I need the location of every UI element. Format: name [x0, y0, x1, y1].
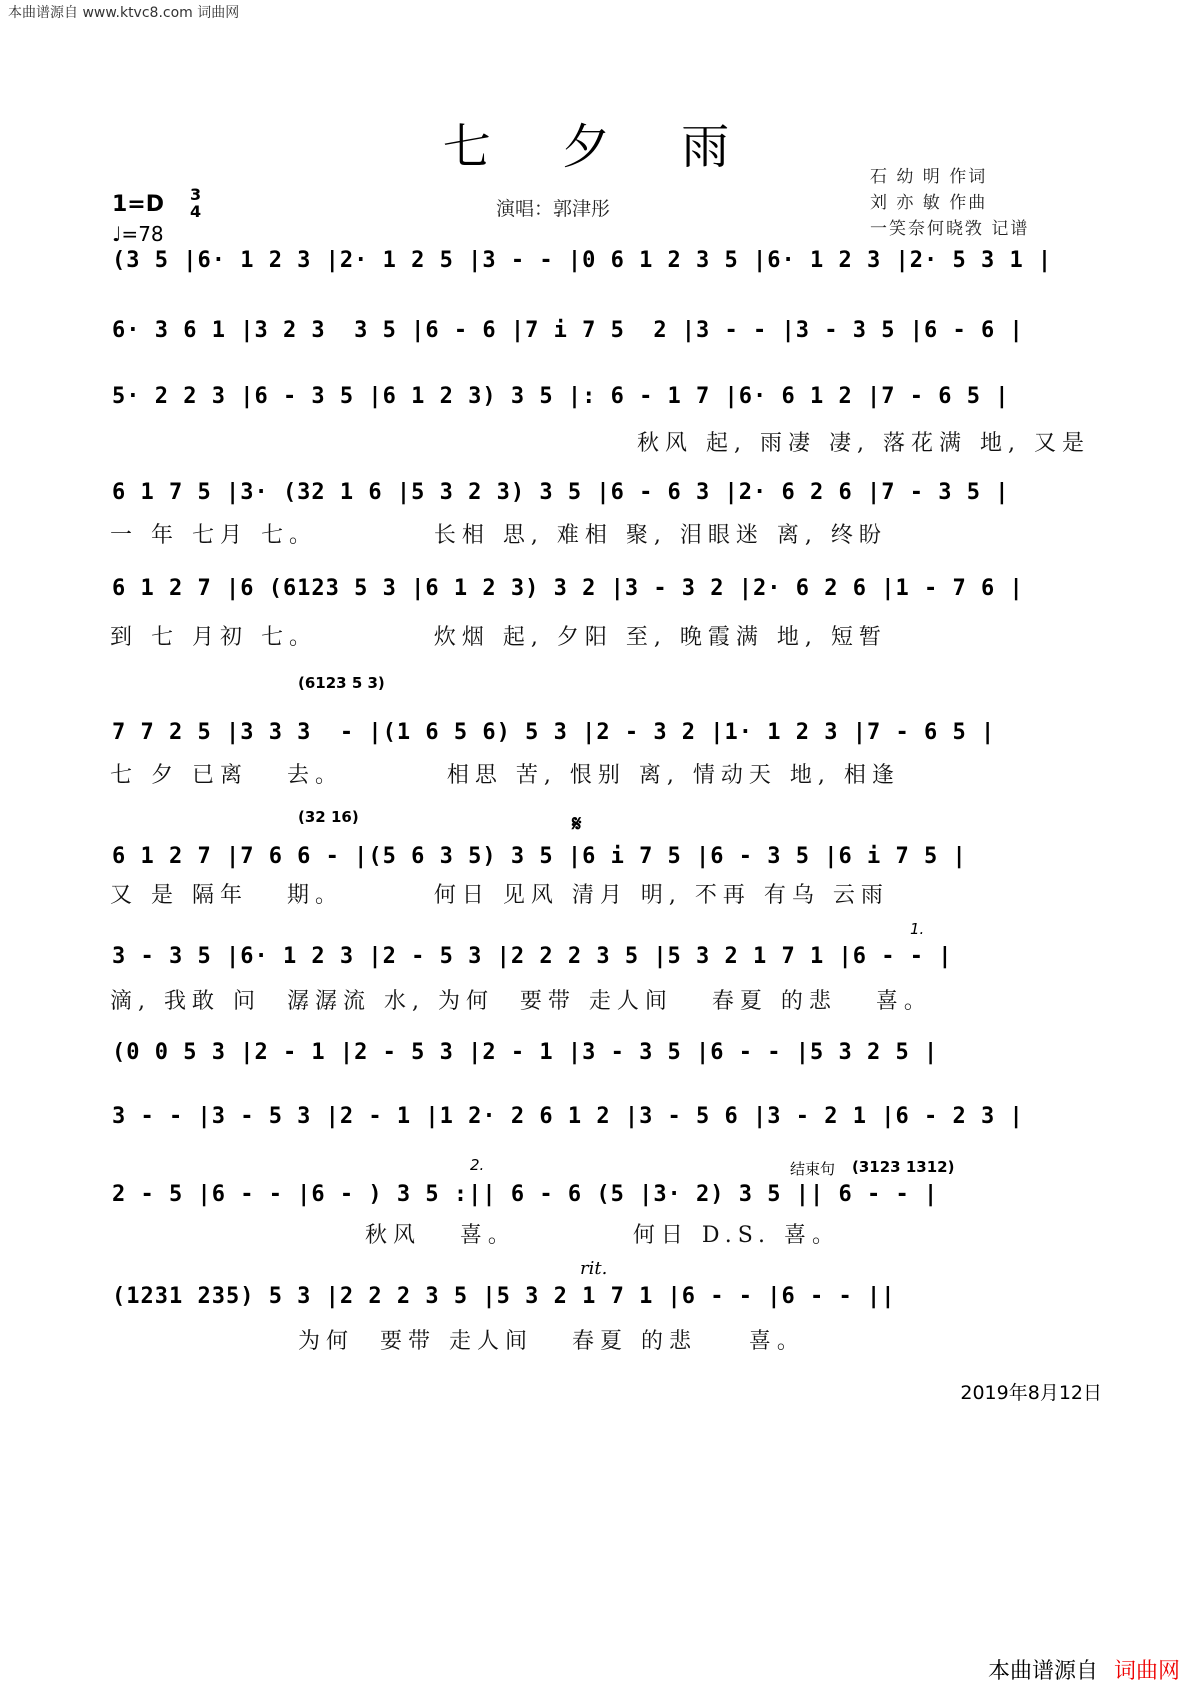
notation-line: 2 - 5 |6 - - |6 - ) 3 5 :|| 6 - 6 (5 |3· 2) 3 5 || 6 - - |	[112, 1182, 939, 1207]
notation-line: 3 - - |3 - 5 3 |2 - 1 |1 2· 2 6 1 2 |3 - 5 6 |3 - 2 1 |6 - 2 3 |	[112, 1104, 1024, 1129]
notation-line: (0 0 5 3 |2 - 1 |2 - 5 3 |2 - 1 |3 - 3 5 |6 - - |5 3 2 5 |	[112, 1040, 939, 1065]
notation-line: (1231 235) 5 3 |2 2 2 3 5 |5 3 2 1 7 1 |6 - - |6 - - ||	[112, 1284, 896, 1309]
coda-notes: (3123 1312)	[852, 1158, 955, 1176]
notation-line: (3 5 |6· 1 2 3 |2· 1 2 5 |3 - - |0 6 1 2 3 5 |6· 1 2 3 |2· 5 3 1 |	[112, 248, 1053, 273]
ornament-1: (6123 5 3)	[298, 674, 385, 692]
segno-sign: 𝄋	[572, 812, 582, 837]
ornament-2: (32 16)	[298, 808, 359, 826]
lyrics-line: 秋风 起, 雨凄 凄, 落花满 地, 又是	[637, 431, 1090, 456]
watermark-top: 本曲谱源自 www.ktvc8.com 词曲网	[8, 5, 240, 21]
watermark-bottom-text: 本曲谱源自	[987, 1659, 1098, 1684]
meter-bottom: 4	[190, 202, 202, 221]
notation-line: 6 1 2 7 |7 6 6 - |(5 6 3 5) 3 5 |6 i 7 5 |6 - 3 5 |6 i 7 5 |	[112, 844, 967, 869]
volta-2: 2.	[470, 1156, 485, 1174]
notation-line: 7 7 2 5 |3 3 3 - |(1 6 5 6) 5 3 |2 - 3 2 |1· 1 2 3 |7 - 6 5 |	[112, 720, 996, 745]
transcriber-credit: 一笑奈何晓敩 记谱	[870, 219, 1030, 239]
tempo-marking: ♩=78	[112, 222, 164, 246]
lyrics-line: 滴, 我敢 问 潺潺流 水, 为何 要带 走人间 春夏 的悲 喜。	[110, 989, 932, 1014]
watermark-bottom	[988, 1654, 1180, 1685]
lyrics-line: 为何 要带 走人间 春夏 的悲 喜。	[298, 1329, 805, 1354]
key-signature: 1=D	[112, 192, 165, 217]
notation-line: 5· 2 2 3 |6 - 3 5 |6 1 2 3) 3 5 |: 6 - 1 7 |6· 6 1 2 |7 - 6 5 |	[112, 384, 1010, 409]
lyrics-line: 到 七 月初 七。 炊烟 起, 夕阳 至, 晚霞满 地, 短暂	[110, 625, 887, 650]
composer-credit: 刘 亦 敏 作曲	[870, 193, 988, 213]
date: 2019年8月12日	[960, 1382, 1102, 1404]
notation-line: 6· 3 6 1 |3 2 3 3 5 |6 - 6 |7 i 7 5 2 |3 - - |3 - 3 5 |6 - 6 |	[112, 318, 1024, 343]
notation-line: 6 1 7 5 |3· (32 1 6 |5 3 2 3) 3 5 |6 - 6 3 |2· 6 2 6 |7 - 3 5 |	[112, 480, 1010, 505]
singer-credit: 演唱：郭津彤	[496, 198, 611, 220]
notation-line: 3 - 3 5 |6· 1 2 3 |2 - 5 3 |2 2 2 3 5 |5 3 2 1 7 1 |6 - - |	[112, 944, 953, 969]
lyrics-line: 秋风 喜。 何日 D.S. 喜。	[364, 1223, 840, 1248]
rit-marking: rit.	[580, 1258, 608, 1279]
lyricist-credit: 石 幼 明 作词	[870, 167, 988, 187]
volta-1: 1.	[910, 920, 925, 938]
meter-top: 3	[190, 185, 202, 204]
watermark-bottom-brand: 词曲网	[1113, 1659, 1180, 1684]
lyrics-line: 一 年 七月 七。 长相 思, 难相 聚, 泪眼迷 离, 终盼	[110, 523, 887, 548]
credits	[870, 164, 1029, 242]
notation-line: 6 1 2 7 |6 (6123 5 3 |6 1 2 3) 3 2 |3 - 3 2 |2· 6 2 6 |1 - 7 6 |	[112, 576, 1024, 601]
time-signature	[190, 186, 201, 220]
coda-label: 结束句	[790, 1160, 836, 1178]
lyrics-line: 又 是 隔年 期。 何日 见风 清月 明, 不再 有乌 云雨	[110, 883, 889, 908]
lyrics-line: 七 夕 已离 去。 相思 苦, 恨别 离, 情动天 地, 相逢	[110, 763, 900, 788]
song-title: 七 夕 雨	[442, 119, 758, 175]
